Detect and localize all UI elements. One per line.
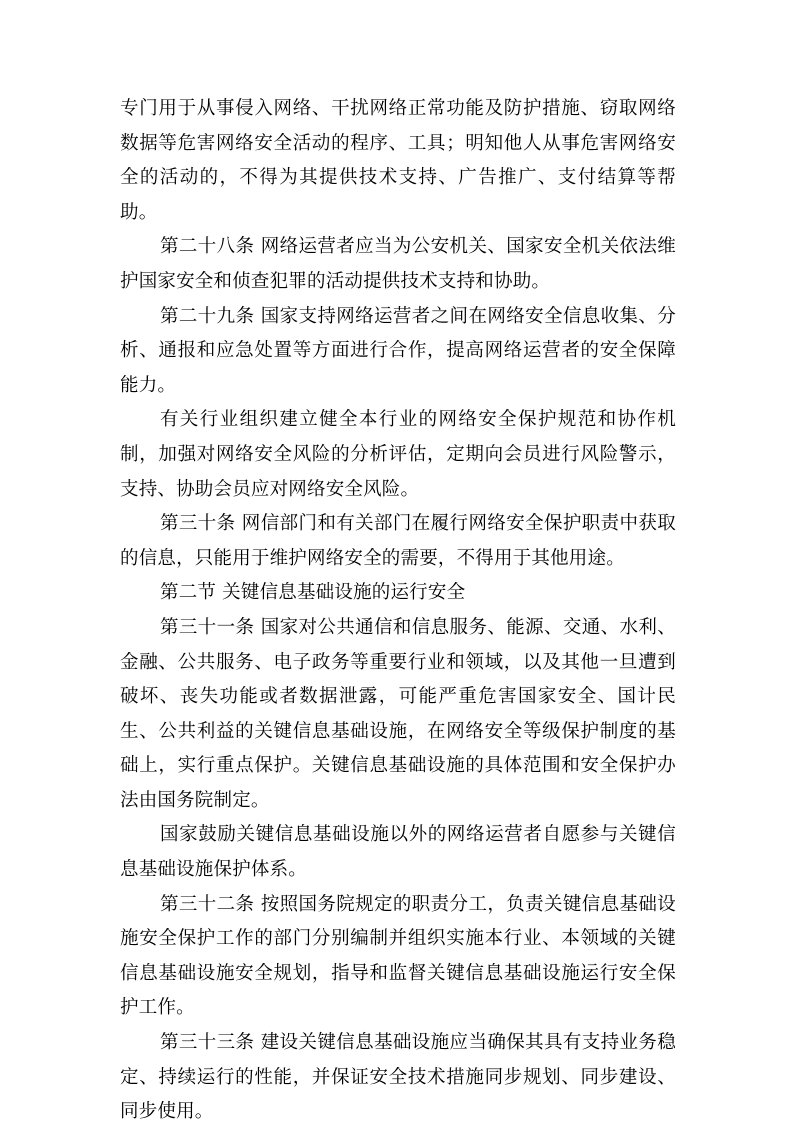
article-30: 第三十条 网信部门和有关部门在履行网络安全保护职责中获取的信息，只能用于维护网络安全的需要，不得用于其他用途。 — [120, 513, 676, 569]
document-page — [120, 92, 676, 1130]
section-heading: 第二节 关键信息基础设施的运行安全 — [160, 582, 466, 604]
article-28: 第二十八条 网络运营者应当为公安机关、国家安全机关依法维护国家安全和侦查犯罪的活动提供技术支持和协助。 — [120, 236, 676, 292]
article-29-paragraph-2: 有关行业组织建立健全本行业的网络安全保护规范和协作机制，加强对网络安全风险的分析评估，定期向会员进行风险警示，支持、协助会员应对网络安全风险。 — [120, 409, 676, 500]
article-29: 第二十九条 国家支持网络运营者之间在网络安全信息收集、分析、通报和应急处置等方面进行合作，提高网络运营者的安全保障能力。 — [120, 305, 676, 396]
article-31: 第三十一条 国家对公共通信和信息服务、能源、交通、水利、金融、公共服务、电子政务等重要行业和领域，以及其他一旦遭到破坏、丧失功能或者数据泄露，可能严重危害国家安全、国计民生、公共利益的关键信息基础设施，在网络安全等级保护制度的基础上，实行重点保护。关键信息基础设施的具体范围和安全保护办法由国务院制定。 — [120, 616, 676, 811]
article-32: 第三十二条 按照国务院规定的职责分工，负责关键信息基础设施安全保护工作的部门分别编制并组织实施本行业、本领域的关键信息基础设施安全规划，指导和监督关键信息基础设施运行安全保护工作。 — [120, 893, 676, 1019]
article-31-paragraph-2: 国家鼓励关键信息基础设施以外的网络运营者自愿参与关键信息基础设施保护体系。 — [120, 824, 676, 881]
article-33: 第三十三条 建设关键信息基础设施应当确保其具有支持业务稳定、持续运行的性能，并保证安全技术措施同步规划、同步建设、同步使用。 — [120, 1032, 676, 1123]
paragraph-continuation: 专门用于从事侵入网络、干扰网络正常功能及防护措施、窃取网络数据等危害网络安全活动的程序、工具；明知他人从事危害网络安全的活动的，不得为其提供技术支持、广告推广、支付结算等帮助。 — [120, 98, 676, 223]
